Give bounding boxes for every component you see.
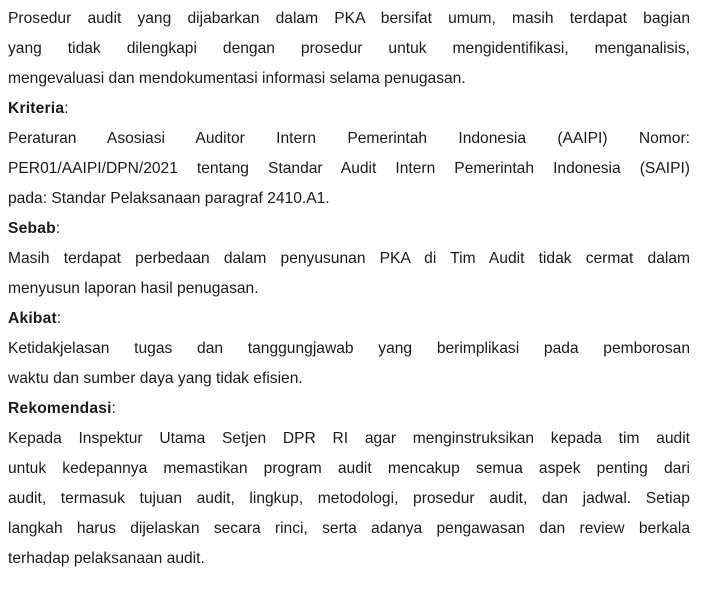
rekomendasi-paragraph [8, 424, 690, 574]
text-line: Kepada Inspektur Utama Setjen DPR RI agar menginstruksikan kepada tim audit [8, 430, 690, 447]
text-line: menyusun laporan hasil penugasan. [8, 280, 259, 297]
text-line: Prosedur audit yang dijabarkan dalam PKA bersifat umum, masih terdapat bagian [8, 10, 690, 27]
text-line: waktu dan sumber daya yang tidak efisien. [8, 370, 303, 387]
text-line: pada: Standar Pelaksanaan paragraf 2410.A1. [8, 190, 330, 207]
heading-label: Rekomendasi [8, 400, 112, 417]
heading-colon: : [55, 220, 61, 237]
akibat-heading [8, 304, 690, 334]
text-line: yang tidak dilengkapi dengan prosedur untuk mengidentifikasi, menganalisis, [8, 40, 690, 57]
kriteria-paragraph [8, 124, 690, 214]
text-line: PER01/AAIPI/DPN/2021 tentang Standar Audit Intern Pemerintah Indonesia (SAIPI) [8, 160, 690, 177]
heading-label: Akibat [8, 310, 57, 327]
sebab-paragraph [8, 244, 690, 304]
sebab-heading [8, 214, 690, 244]
akibat-paragraph [8, 334, 690, 394]
heading-label: Sebab [8, 220, 56, 237]
heading-colon: : [111, 400, 117, 417]
text-line: terhadap pelaksanaan audit. [8, 550, 205, 567]
text-line: mengevaluasi dan mendokumentasi informasi selama penugasan. [8, 70, 466, 87]
text-line: Masih terdapat perbedaan dalam penyusunan PKA di Tim Audit tidak cermat dalam [8, 250, 690, 267]
heading-colon: : [56, 310, 62, 327]
rekomendasi-heading [8, 394, 690, 424]
text-line: Ketidakjelasan tugas dan tanggungjawab yang berimplikasi pada pemborosan [8, 340, 690, 357]
heading-label: Kriteria [8, 100, 65, 117]
text-line: audit, termasuk tujuan audit, lingkup, metodologi, prosedur audit, dan jadwal. Setiap [8, 490, 690, 507]
text-line: langkah harus dijelaskan secara rinci, serta adanya pengawasan dan review berkala [8, 520, 690, 537]
text-line: Peraturan Asosiasi Auditor Intern Pemerintah Indonesia (AAIPI) Nomor: [8, 130, 690, 147]
heading-colon: : [64, 100, 69, 117]
intro-paragraph [8, 4, 690, 94]
document-page [8, 4, 690, 574]
kriteria-heading [8, 94, 690, 124]
text-line: untuk kedepannya memastikan program audit mencakup semua aspek penting dari [8, 460, 690, 477]
